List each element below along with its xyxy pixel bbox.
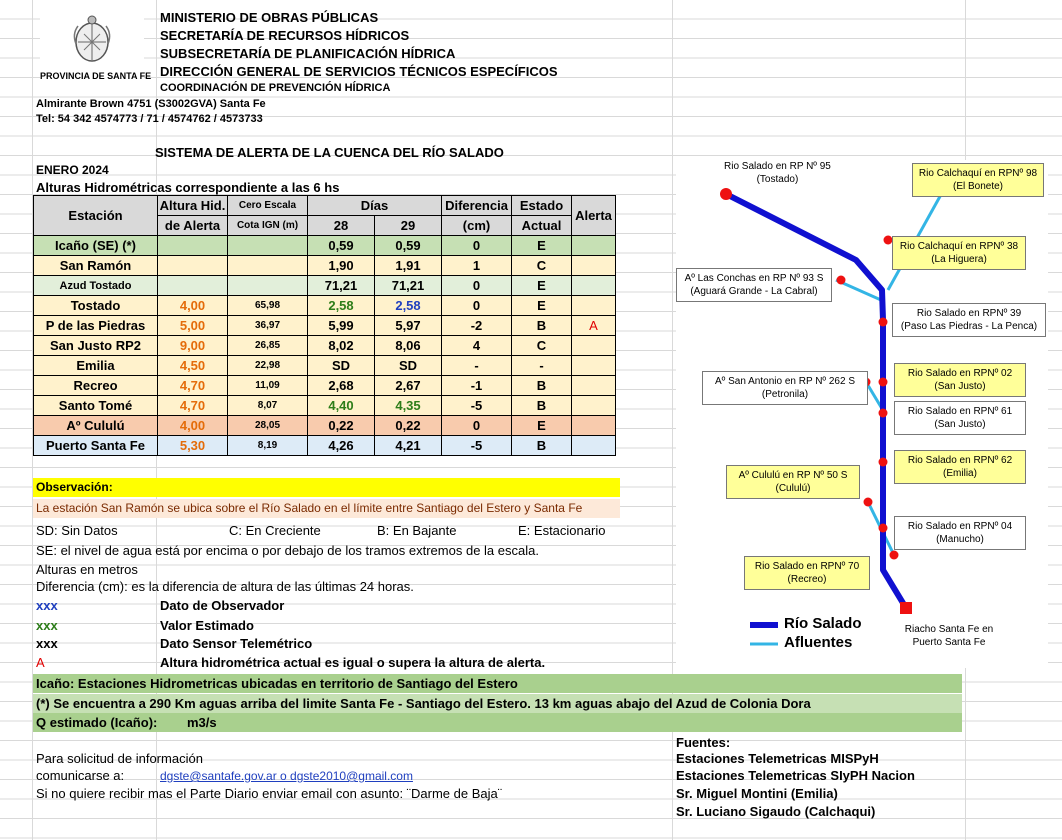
heights-table xyxy=(33,195,616,456)
day29-cell: 0,59 xyxy=(375,236,442,256)
day29-cell: 4,21 xyxy=(375,436,442,456)
alert-cell xyxy=(572,256,616,276)
station-marker xyxy=(879,378,888,387)
difference-cell: - xyxy=(442,356,512,376)
day28-cell: 1,90 xyxy=(308,256,375,276)
alert-height-cell: 9,00 xyxy=(158,336,228,356)
day29-cell: 5,97 xyxy=(375,316,442,336)
day29-cell: 8,06 xyxy=(375,336,442,356)
alert-cell xyxy=(572,416,616,436)
difference-cell: -1 xyxy=(442,376,512,396)
station-marker xyxy=(879,524,888,533)
province-logo xyxy=(40,14,152,86)
day28-cell: 0,59 xyxy=(308,236,375,256)
table-row xyxy=(34,236,616,256)
day29-cell: SD xyxy=(375,356,442,376)
alert-cell xyxy=(572,336,616,356)
station-cell: Santo Tomé xyxy=(34,396,158,416)
label-calch38: Rio Calchaquí en RPNº 38 (La Higuera) xyxy=(892,236,1026,270)
zero-scale-cell: 36,97 xyxy=(228,316,308,336)
zero-scale-cell xyxy=(228,236,308,256)
zero-scale-cell: 26,85 xyxy=(228,336,308,356)
zero-scale-cell: 22,98 xyxy=(228,356,308,376)
legend-text-observer: Dato de Observador xyxy=(160,598,285,613)
label-rs04: Rio Salado en RPNº 04 (Manucho) xyxy=(894,516,1026,550)
table-row xyxy=(34,356,616,376)
alert-height-cell: 4,00 xyxy=(158,296,228,316)
header-line-4: DIRECCIÓN GENERAL DE SERVICIOS TÉCNICOS ESPECÍFICOS xyxy=(160,64,558,79)
zero-scale-cell: 8,19 xyxy=(228,436,308,456)
legend-tributaries: Afluentes xyxy=(784,634,853,651)
alert-cell xyxy=(572,356,616,376)
sources-title: Fuentes: xyxy=(676,735,731,750)
logo-caption: PROVINCIA DE SANTA FE xyxy=(40,71,152,81)
legend-text-estimated: Valor Estimado xyxy=(160,618,254,633)
state-cell: E xyxy=(512,276,572,296)
source-item: Sr. Miguel Montini (Emilia) xyxy=(676,786,838,801)
contact-line-2: comunicarse a: xyxy=(36,768,125,783)
col-alert: Alerta xyxy=(572,196,616,236)
legend-b: B: En Bajante xyxy=(377,523,457,538)
difference-cell: -5 xyxy=(442,396,512,416)
table-row xyxy=(34,396,616,416)
alert-cell xyxy=(572,436,616,456)
legend-text-alert: Altura hidrométrica actual es igual o supera la altura de alerta. xyxy=(160,655,546,670)
label-rs70: Rio Salado en RPNº 70 (Recreo) xyxy=(744,556,870,590)
zero-scale-cell xyxy=(228,276,308,296)
contact-line-1: Para solicitud de información xyxy=(36,751,203,766)
alert-height-cell xyxy=(158,236,228,256)
asterisk-note: (*) Se encuentra a 290 Km aguas arriba del limite Santa Fe - Santiago del Estero. 13 km aguas abajo del Azud de Colonia Dora xyxy=(33,694,962,713)
header-line-2: SECRETARÍA DE RECURSOS HÍDRICOS xyxy=(160,28,410,43)
alert-height-cell: 5,30 xyxy=(158,436,228,456)
basin-map xyxy=(676,160,1048,668)
q-unit: m3/s xyxy=(187,715,217,730)
state-cell: E xyxy=(512,236,572,256)
difference-cell: -2 xyxy=(442,316,512,336)
col-day-28: 28 xyxy=(308,216,375,236)
alert-cell xyxy=(572,296,616,316)
station-cell: Aº Cululú xyxy=(34,416,158,436)
table-body xyxy=(34,236,616,456)
station-marker xyxy=(837,276,846,285)
station-cell: Tostado xyxy=(34,296,158,316)
difference-cell: 0 xyxy=(442,416,512,436)
label-rs62: Rio Salado en RPNº 62 (Emilia) xyxy=(894,450,1026,484)
zero-scale-cell: 65,98 xyxy=(228,296,308,316)
header-line-1: MINISTERIO DE OBRAS PÚBLICAS xyxy=(160,10,379,25)
state-cell: C xyxy=(512,336,572,356)
station-cell: Icaño (SE) (*) xyxy=(34,236,158,256)
station-cell: San Justo RP2 xyxy=(34,336,158,356)
state-cell: B xyxy=(512,376,572,396)
col-diff-2: (cm) xyxy=(442,216,512,236)
table-row xyxy=(34,316,616,336)
day28-cell: 4,26 xyxy=(308,436,375,456)
legend-c: C: En Creciente xyxy=(229,523,321,538)
alert-cell: A xyxy=(572,316,616,336)
legend-e: E: Estacionario xyxy=(518,523,606,538)
note-diferencia: Diferencia (cm): es la diferencia de altura de las últimas 24 horas. xyxy=(36,579,414,594)
header-line-3: SUBSECRETARÍA DE PLANIFICACIÓN HÍDRICA xyxy=(160,46,456,61)
day29-cell: 71,21 xyxy=(375,276,442,296)
difference-cell: 1 xyxy=(442,256,512,276)
state-cell: C xyxy=(512,256,572,276)
day28-cell: 8,02 xyxy=(308,336,375,356)
col-days: Días xyxy=(308,196,442,216)
station-marker xyxy=(879,409,888,418)
difference-cell: 0 xyxy=(442,236,512,256)
day29-cell: 0,22 xyxy=(375,416,442,436)
alert-height-cell: 4,00 xyxy=(158,416,228,436)
day28-cell: SD xyxy=(308,356,375,376)
icano-note: Icaño: Estaciones Hidrometricas ubicadas en territorio de Santiago del Estero xyxy=(33,674,962,693)
coat-of-arms-icon xyxy=(70,14,114,64)
zero-scale-cell xyxy=(228,256,308,276)
alert-height-cell xyxy=(158,276,228,296)
col-alert-height-2: de Alerta xyxy=(158,216,228,236)
label-conchas: Aº Las Conchas en RP Nº 93 S (Aguará Grande - La Cabral) xyxy=(676,268,832,302)
phone: Tel: 54 342 4574773 / 71 / 4574762 / 4573733 xyxy=(36,113,263,125)
col-state-2: Actual xyxy=(512,216,572,236)
state-cell: E xyxy=(512,416,572,436)
q-estimated-bar xyxy=(33,713,962,732)
legend-sd: SD: Sin Datos xyxy=(36,523,118,538)
station-marker xyxy=(890,551,899,560)
legend-code-observer: xxx xyxy=(36,598,58,613)
col-station: Estación xyxy=(34,196,158,236)
observation-label: Observación: xyxy=(33,478,620,497)
table-row xyxy=(34,256,616,276)
station-cell: San Ramón xyxy=(34,256,158,276)
label-rs02: Rio Salado en RPNº 02 (San Justo) xyxy=(894,363,1026,397)
table-row xyxy=(34,416,616,436)
station-marker xyxy=(864,498,873,507)
day28-cell: 71,21 xyxy=(308,276,375,296)
col-diff-1: Diferencia xyxy=(442,196,512,216)
legend-code-estimated: xxx xyxy=(36,618,58,633)
difference-cell: 0 xyxy=(442,296,512,316)
alert-height-cell: 4,70 xyxy=(158,396,228,416)
station-cell: Recreo xyxy=(34,376,158,396)
difference-cell: 0 xyxy=(442,276,512,296)
col-alert-height-1: Altura Hid. xyxy=(158,196,228,216)
q-label: Q estimado (Icaño): xyxy=(36,715,158,730)
station-cell: P de las Piedras xyxy=(34,316,158,336)
report-title: SISTEMA DE ALERTA DE LA CUENCA DEL RÍO SALADO xyxy=(155,145,504,160)
alert-cell xyxy=(572,376,616,396)
table-row xyxy=(34,376,616,396)
unsubscribe-note: Si no quiere recibir mas el Parte Diario enviar email con asunto: ¨Darme de Baja¨ xyxy=(36,786,503,801)
label-cululu: Aº Cululú en RP Nº 50 S (Cululú) xyxy=(726,465,860,499)
alert-cell xyxy=(572,276,616,296)
station-marker xyxy=(900,602,912,614)
col-state-1: Estado xyxy=(512,196,572,216)
label-rs61: Rio Salado en RPNº 61 (San Justo) xyxy=(894,401,1026,435)
station-marker xyxy=(720,188,732,200)
label-rs39: Rio Salado en RPNº 39 (Paso Las Piedras - La Penca) xyxy=(892,303,1046,337)
day28-cell: 0,22 xyxy=(308,416,375,436)
contact-email-link[interactable]: dgste@santafe.gov.ar o dgste2010@gmail.com xyxy=(160,769,413,783)
alert-cell xyxy=(572,236,616,256)
state-cell: - xyxy=(512,356,572,376)
legend-main-river: Río Salado xyxy=(784,615,862,632)
alert-height-cell xyxy=(158,256,228,276)
day28-cell: 2,58 xyxy=(308,296,375,316)
alert-cell xyxy=(572,396,616,416)
table-row xyxy=(34,276,616,296)
station-cell: Puerto Santa Fe xyxy=(34,436,158,456)
table-row xyxy=(34,336,616,356)
address: Almirante Brown 4751 (S3002GVA) Santa Fe xyxy=(36,98,266,110)
day29-cell: 2,67 xyxy=(375,376,442,396)
observation-text: La estación San Ramón se ubica sobre el Río Salado en el límite entre Santiago del Estero y Santa Fe xyxy=(33,499,620,518)
state-cell: E xyxy=(512,296,572,316)
alert-height-cell: 4,50 xyxy=(158,356,228,376)
source-item: Sr. Luciano Sigaudo (Calchaqui) xyxy=(676,804,876,819)
day29-cell: 2,58 xyxy=(375,296,442,316)
table-row xyxy=(34,436,616,456)
difference-cell: 4 xyxy=(442,336,512,356)
station-cell: Azud Tostado xyxy=(34,276,158,296)
legend-code-alert: A xyxy=(36,655,45,670)
table-row xyxy=(34,296,616,316)
source-item: Estaciones Telemetricas SIyPH Nacion xyxy=(676,768,915,783)
day28-cell: 2,68 xyxy=(308,376,375,396)
note-se: SE: el nivel de agua está por encima o por debajo de los tramos extremos de la escala. xyxy=(36,543,539,558)
station-marker xyxy=(879,318,888,327)
coordination: COORDINACIÓN DE PREVENCIÓN HÍDRICA xyxy=(160,82,391,94)
report-subtitle: Alturas Hidrométricas correspondiente a las 6 hs xyxy=(36,180,340,195)
label-santonio: Aº San Antonio en RP Nº 262 S (Petronila) xyxy=(702,371,868,405)
legend-code-telemetric: xxx xyxy=(36,636,58,651)
state-cell: B xyxy=(512,396,572,416)
legend-text-telemetric: Dato Sensor Telemétrico xyxy=(160,636,313,651)
zero-scale-cell: 11,09 xyxy=(228,376,308,396)
station-cell: Emilia xyxy=(34,356,158,376)
state-cell: B xyxy=(512,316,572,336)
day29-cell: 4,35 xyxy=(375,396,442,416)
difference-cell: -5 xyxy=(442,436,512,456)
zero-scale-cell: 28,05 xyxy=(228,416,308,436)
label-rs95: Rio Salado en RP Nº 95 (Tostado) xyxy=(724,161,831,185)
col-zero-scale-2: Cota IGN (m) xyxy=(228,216,308,236)
state-cell: B xyxy=(512,436,572,456)
label-calch98: Rio Calchaquí en RPNº 98 (El Bonete) xyxy=(912,163,1044,197)
report-month: ENERO 2024 xyxy=(36,163,109,177)
station-marker xyxy=(879,458,888,467)
alert-height-cell: 4,70 xyxy=(158,376,228,396)
day29-cell: 1,91 xyxy=(375,256,442,276)
label-riacho: Riacho Santa Fe en Puerto Santa Fe xyxy=(894,620,1004,652)
source-item: Estaciones Telemetricas MISPyH xyxy=(676,751,879,766)
col-zero-scale-1: Cero Escala xyxy=(228,196,308,216)
day28-cell: 4,40 xyxy=(308,396,375,416)
day28-cell: 5,99 xyxy=(308,316,375,336)
note-alturas: Alturas en metros xyxy=(36,562,138,577)
zero-scale-cell: 8,07 xyxy=(228,396,308,416)
col-day-29: 29 xyxy=(375,216,442,236)
alert-height-cell: 5,00 xyxy=(158,316,228,336)
